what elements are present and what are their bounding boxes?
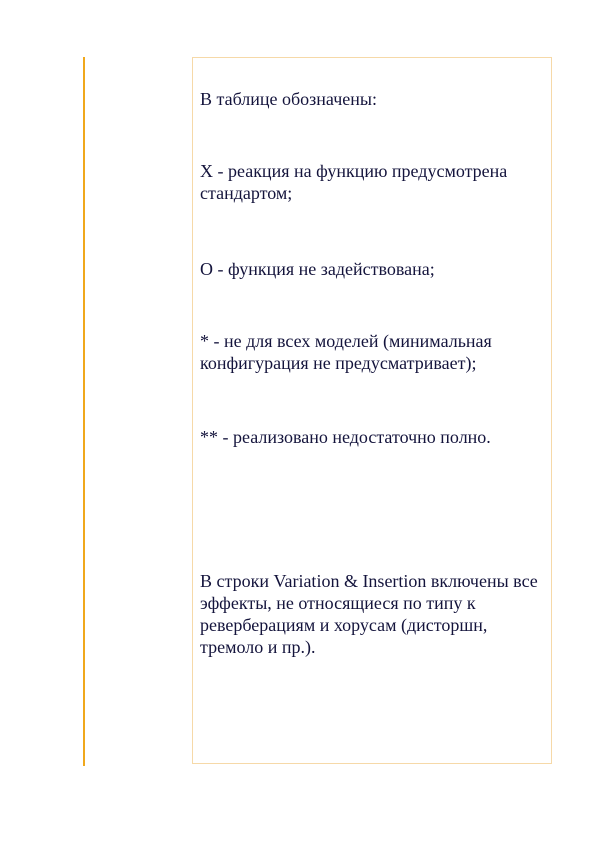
legend-item-double-star: ** - реализовано недостаточно полно. xyxy=(200,427,491,447)
legend-item-o: О - функция не задействована; xyxy=(200,259,435,279)
variation-insertion-note: В строки Variation & Insertion включены все эффекты, не относящиеся по типу к реверберациям и хорусам (дисторшн, тремоло и пр.). xyxy=(200,571,538,657)
legend-item-x: X - реакция на функцию предусмотрена стандартом; xyxy=(200,161,508,203)
margin-accent-line xyxy=(83,57,85,766)
legend-heading: В таблице обозначены: xyxy=(200,89,377,109)
legend-item-star: * - не для всех моделей (минимальная конфигурация не предусматривает); xyxy=(200,331,492,373)
